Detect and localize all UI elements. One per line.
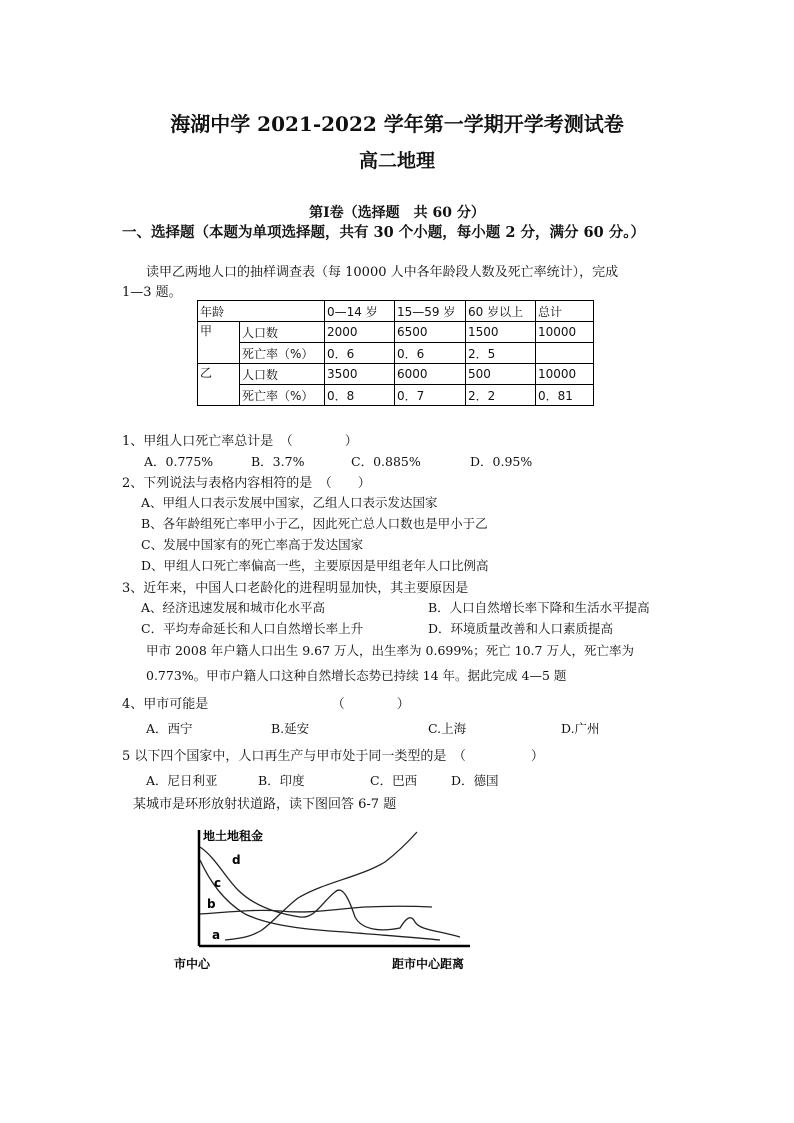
table-cell: 3500 [325, 364, 395, 385]
q1-option-d[interactable]: D．0.95% [470, 454, 533, 469]
passage-line-1: 甲市 2008 年户籍人口出生 9.67 万人，出生率为 0.699%；死亡 10.7 万人，死亡率为 [146, 643, 634, 658]
table-cell: 0．7 [395, 385, 466, 406]
table-cell: 0．6 [395, 343, 466, 364]
table-cell: 10000 [536, 364, 594, 385]
table-row [198, 322, 594, 343]
table-cell: 2000 [325, 322, 395, 343]
question-5-stem: 5 以下四个国家中，人口再生产与甲市处于同一类型的是 （ ） [122, 749, 544, 764]
land-rent-figure [170, 822, 490, 977]
table-row [198, 364, 594, 385]
group-name: 乙 [198, 364, 240, 406]
row-label: 人口数 [240, 322, 325, 343]
question-3-stem: 3、近年来，中国人口老龄化的进程明显加快，其主要原因是 [122, 581, 469, 596]
intro-line-2: 1—3 题。 [122, 285, 182, 300]
question-6-7-intro: 某城市是环形放射状道路，读下图回答 6-7 题 [133, 797, 397, 812]
passage-line-2: 0.773%。甲市户籍人口这种自然增长态势已持续 14 年。据此完成 4—5 题 [146, 668, 567, 683]
question-4-stem: 4、甲市可能是 （ ） [122, 697, 410, 712]
curve-d [200, 860, 440, 940]
x-axis-right-label: 距市中心距离 [392, 957, 465, 971]
part-heading: 第Ⅰ卷（选择题 共 60 分） [309, 205, 485, 221]
q3-option-d[interactable]: D．环境质量改善和人口素质提高 [428, 621, 614, 636]
q1-option-b[interactable]: B．3.7% [251, 454, 305, 469]
curve-label-c: c [214, 876, 222, 890]
curve-a [225, 832, 417, 940]
table-header-row [198, 301, 594, 322]
y-axis-label: 地土地租金 [203, 829, 264, 843]
q5-option-b[interactable]: B．印度 [258, 773, 305, 788]
table-header-cell: 年龄 [198, 301, 325, 322]
question-2-stem: 2、下列说法与表格内容相符的是 （ ） [122, 476, 371, 491]
section-heading: 一、选择题（本题为单项选择题，共有 30 个小题，每小题 2 分，满分 60 分。） [122, 224, 645, 241]
q2-option-d[interactable]: D、甲组人口死亡率偏高一些，主要原因是甲组老年人口比例高 [141, 558, 489, 573]
table-cell: 1500 [466, 322, 536, 343]
q1-option-c[interactable]: C．0.885% [351, 454, 421, 469]
q2-option-c[interactable]: C、发展中国家有的死亡率高于发达国家 [141, 537, 364, 552]
q3-option-c[interactable]: C．平均寿命延长和人口自然增长率上升 [141, 621, 364, 636]
curve-label-b: b [207, 897, 216, 911]
q3-option-a[interactable]: A、经济迅速发展和城市化水平高 [141, 600, 326, 615]
table-header-cell: 60 岁以上 [466, 301, 536, 322]
table-cell: 6500 [395, 322, 466, 343]
table-cell: 6000 [395, 364, 466, 385]
table-header-cell: 0—14 岁 [325, 301, 395, 322]
table-header-cell: 总计 [536, 301, 594, 322]
question-1-stem: 1、甲组人口死亡率总计是 （ ） [122, 434, 358, 449]
q2-option-a[interactable]: A、甲组人口表示发展中国家，乙组人口表示发达国家 [141, 495, 438, 510]
q4-option-d[interactable]: D.广州 [561, 721, 600, 736]
table-header-cell: 15—59 岁 [395, 301, 466, 322]
exam-title: 海湖中学 2021-2022 学年第一学期开学考测试卷 [170, 112, 624, 136]
table-cell: 10000 [536, 322, 594, 343]
q5-option-d[interactable]: D．德国 [451, 773, 499, 788]
table-row [198, 385, 594, 406]
row-label: 死亡率（%） [240, 385, 325, 406]
q2-option-b[interactable]: B、各年龄组死亡率甲小于乙，因此死亡总人口数也是甲小于乙 [141, 516, 488, 531]
q4-option-a[interactable]: A．西宁 [146, 721, 193, 736]
table-cell: 2．2 [466, 385, 536, 406]
exam-subtitle: 高二地理 [358, 150, 435, 172]
q1-option-a[interactable]: A．0.775% [144, 454, 214, 469]
table-cell: 0．6 [325, 343, 395, 364]
row-label: 死亡率（%） [240, 343, 325, 364]
x-axis-left-label: 市中心 [174, 957, 211, 971]
table-cell: 0．81 [536, 385, 594, 406]
table-cell: 2．5 [466, 343, 536, 364]
q3-option-b[interactable]: B．人口自然增长率下降和生活水平提高 [428, 600, 650, 615]
table-row [198, 343, 594, 364]
intro-line-1: 读甲乙两地人口的抽样调查表（每 10000 人中各年龄段人数及死亡率统计），完成 [146, 265, 619, 280]
group-name: 甲 [198, 322, 240, 364]
population-survey-table [197, 300, 594, 406]
curve-label-a: a [212, 928, 221, 942]
q4-option-c[interactable]: C.上海 [428, 721, 467, 736]
table-cell [536, 343, 594, 364]
q4-option-b[interactable]: B.延安 [271, 721, 310, 736]
q5-option-a[interactable]: A．尼日利亚 [146, 773, 218, 788]
row-label: 人口数 [240, 364, 325, 385]
curve-label-d: d [232, 853, 241, 867]
table-cell: 500 [466, 364, 536, 385]
q5-option-c[interactable]: C．巴西 [370, 773, 418, 788]
table-cell: 0．8 [325, 385, 395, 406]
